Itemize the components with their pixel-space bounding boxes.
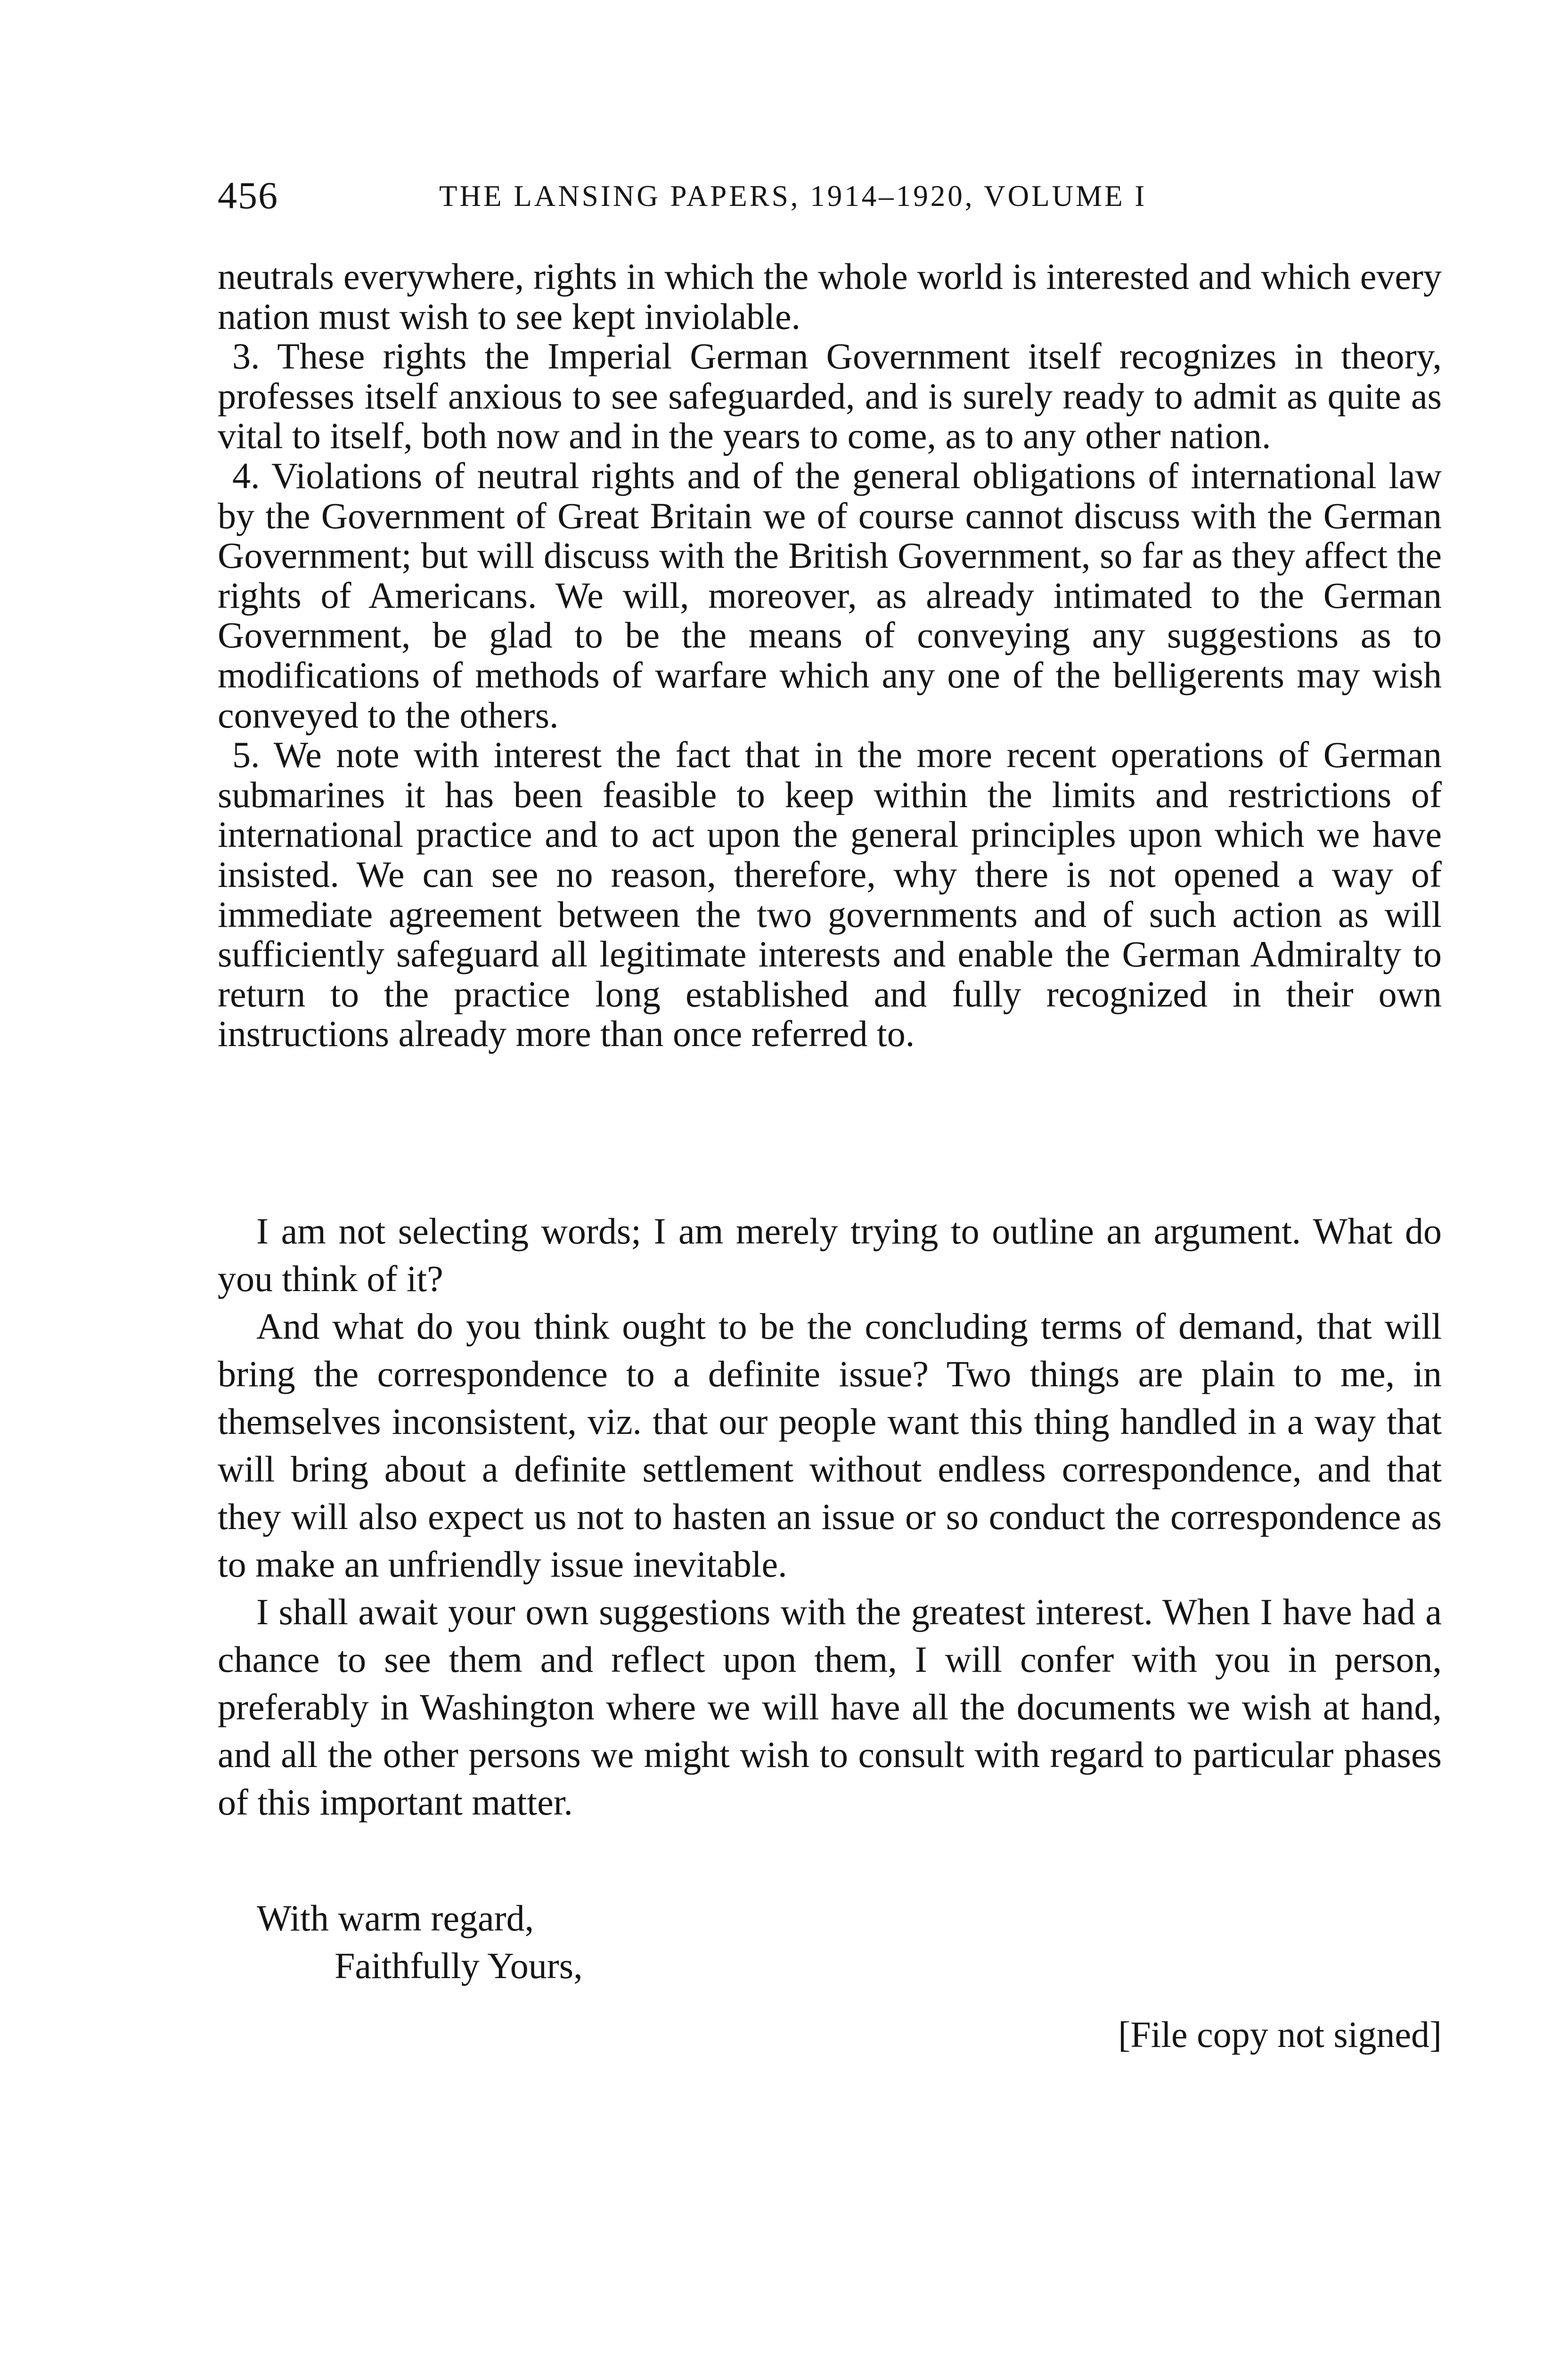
file-copy-note: [File copy not signed] <box>1118 2014 1442 2055</box>
salutation: With warm regard, <box>257 1898 534 1939</box>
quoted-memorandum <box>218 257 1442 1054</box>
letter-paragraph-argument: I am not selecting words; I am merely trying to outline an argument. What do you think of it? <box>218 1211 1442 1299</box>
letter-body <box>218 1207 1442 1826</box>
quoted-paragraph-continuation: neutrals everywhere, rights in which the whole world is interested and which every nation must wish to see kept inviolable. <box>218 256 1442 337</box>
running-head: THE LANSING PAPERS, 1914–1920, VOLUME I <box>439 180 1147 213</box>
letter-paragraph-suggestions: I shall await your own suggestions with the greatest interest. When I have had a chance to see them and reflect upon them, I will confer with you in person, preferably in Washington where we will have all the documents we wish at hand, and all the other persons we might wish to consult with regard to particular phases of this important matter. <box>218 1591 1442 1823</box>
quoted-paragraph-4: 4. Violations of neutral rights and of the general obligations of international law by the Government of Great Britain we of course cannot discuss with the German Government; but will discuss with the British Government, so far as they affect the rights of Americans. We will, moreover, as already intimated to the German Government, be glad to be the means of conveying any suggestions as to modifications of methods of warfare which any one of the belligerents may wish conveyed to the others. <box>218 455 1442 736</box>
letter-paragraph-demand: And what do you think ought to be the concluding terms of demand, that will bring the correspondence to a definite issue? Two things are plain to me, in themselves inconsistent, viz. that our people want this thing handled in a way that will bring about a definite settlement without endless correspondence, and that they will also expect us not to hasten an issue or so conduct the correspondence as to make an unfriendly issue inevitable. <box>218 1306 1442 1585</box>
signoff: Faithfully Yours, <box>335 1945 583 1986</box>
page-number: 456 <box>218 174 278 217</box>
quoted-paragraph-5: 5. We note with interest the fact that in the more recent operations of German submarines it has been feasible to keep within the limits and restrictions of international practice and to act upon the general principles upon which we have insisted. We can see no reason, therefore, why there is not opened a way of immediate agreement between the two governments and of such action as will sufficiently safeguard all legitimate interests and enable the German Admiralty to return to the practice long established and fully recognized in their own instructions already more than once referred to. <box>218 734 1442 1055</box>
page-header <box>218 172 1443 229</box>
quoted-paragraph-3: 3. These rights the Imperial German Government itself recognizes in theory, professes itself anxious to see safeguarded, and is surely ready to admit as quite as vital to itself, both now and in the years to come, as to any other nation. <box>218 335 1442 457</box>
